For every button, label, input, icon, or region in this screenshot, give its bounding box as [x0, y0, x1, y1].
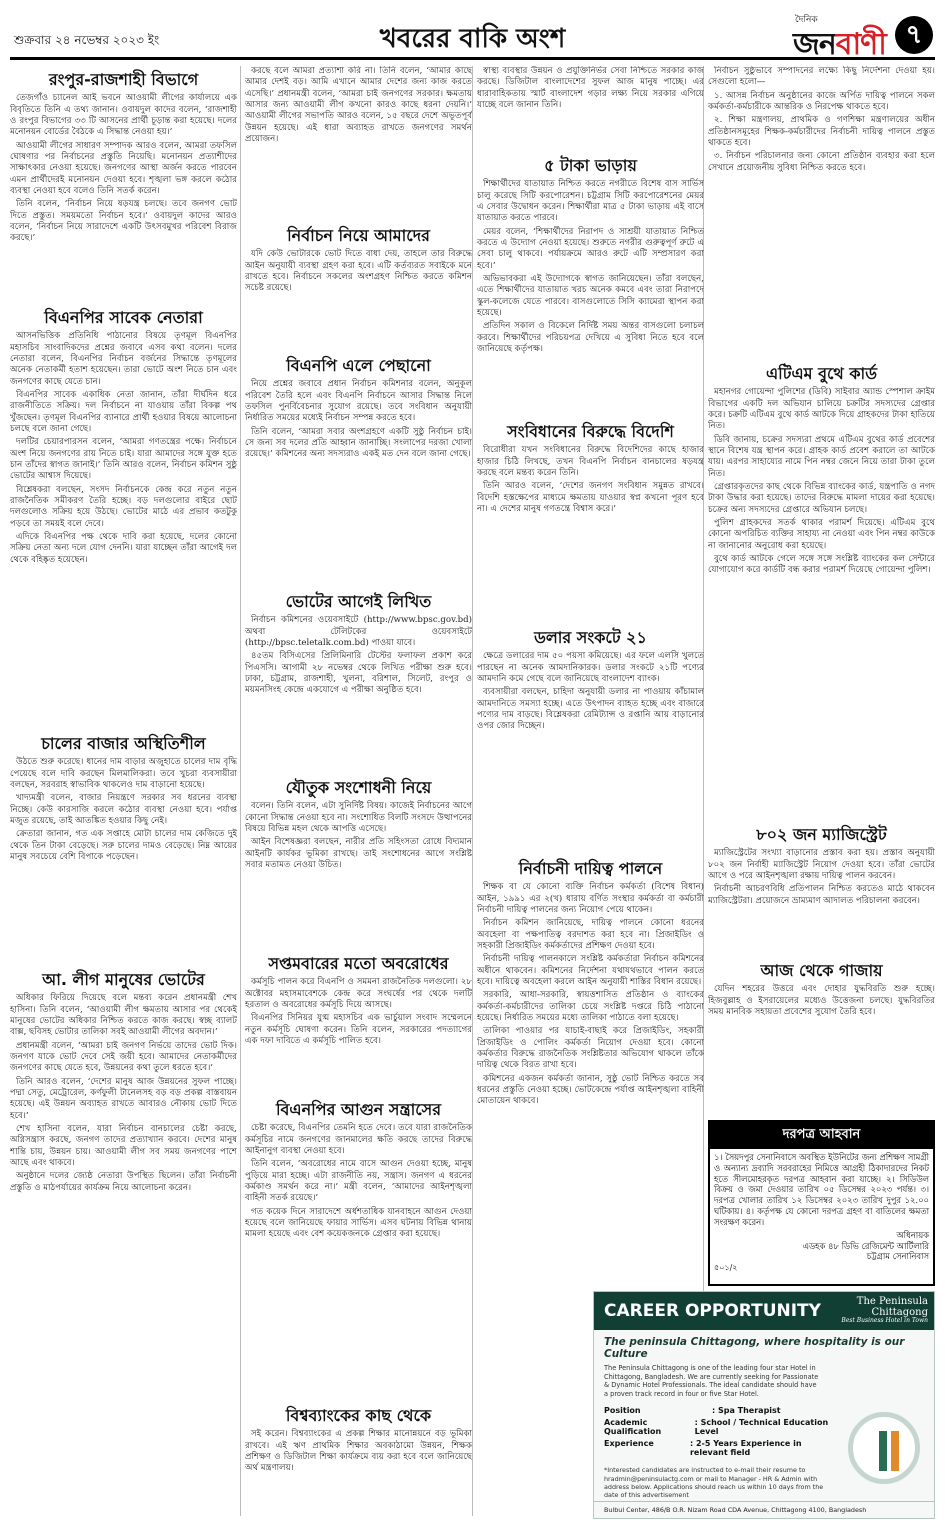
article-headline[interactable]: চালের বাজার অস্থিতিশীল [41, 734, 206, 753]
article-headline[interactable]: নির্বাচনী দায়িত্ব পালনে [518, 859, 663, 878]
article-bnp-delay [245, 352, 472, 582]
article-dollar-crisis [477, 624, 704, 849]
career-banner [594, 1292, 934, 1330]
article-headline[interactable]: বিএনপি এলে পেছানো [286, 356, 431, 375]
career-title: CAREER OPPORTUNITY [604, 1301, 821, 1321]
article-body: বিরোধীরা যখন সংবিধানের বিরুদ্ধে বিদেশিদের কাছে হাজার হাজার চিঠি লিখছে, তখন বিএনপি নির্বাচন বানচালের ষড়যন্ত্র করছে বলে মন্তব্য করেন তিনি। তিনি আরও বলেন, ‘দেশের জনগণ সংবিধান সমুন্নত রাখবে। বিদেশি হস্তক্ষেপের মাধ্যমে ক্ষমতায় যাওয়ার স্বপ্ন কখনো পূরণ হবে না। এ দেশের মানুষ গণতন্ত্রে বিশ্বাস করে।’ [477, 445, 704, 514]
section-title: খবরের বাকি অংশ [379, 24, 566, 54]
article-written-exam [245, 588, 472, 768]
article-headline[interactable]: ভোটের আগেই লিখিত [285, 592, 432, 611]
logo-wordmark: জনবাণী [793, 27, 886, 62]
career-row: Position : Spa Therapist [604, 1406, 781, 1416]
column-divider [240, 66, 241, 1516]
article-headline[interactable]: ডলার সংকটে ২১ [534, 628, 647, 647]
article-world-bank [245, 1402, 472, 1516]
issue-date: শুক্রবার ২৪ নভেম্বর ২০২৩ ইং [14, 33, 160, 47]
article-body: তেজগাঁও চ্যানেল আই ভবনে আওয়ামী লীগের কার্যালয়ে এক বিবৃতিতে তিনি এ তথ্য জানান। ওবায়দুল কাদের বলেন, ‘রাজশাহী ও রংপুর বিভাগের ৩৩ টি আসনের প্রার্থী চূড়ান্ত করা হয়েছে। দলের মনোনয়ন বোর্ডের বৈঠকে এ সিদ্ধান্ত নেওয়া হয়।’ আওয়ামী লীগের সাধারণ সম্পাদক আরও বলেন, আমরা তফসিল ঘোষণার পর নির্বাচনের প্রস্তুতি নিয়েছি। মনোনয়ন প্রত্যাশীদের সাক্ষাৎকার নেওয়া হয়েছে। জনগণের আস্থা অর্জন করতে পারবেন এমন প্রার্থীদেরই মনোনয়ন দেওয়া হবে। শৃঙ্খলা ভঙ্গ করলে কঠোর ব্যবস্থা নেওয়া হবে বলেও তিনি সতর্ক করেন। তিনি বলেন, ‘নির্বাচন নিয়ে ষড়যন্ত্র চলছে। তবে জনগণ ভোট দিতে প্রস্তুত। সময়মতো নির্বাচন হবে।’ ওবায়দুল কাদের আরও বলেন, ‘নির্বাচন নিয়ে সারাদেশে একটি উৎসবমুখর পরিবেশ বিরাজ করছে।’ [10, 93, 237, 244]
article-body: স্বাস্থ্য ব্যবস্থার উন্নয়ন ও প্রযুক্তিনির্ভর সেবা নিশ্চিতে সরকার কাজ করছে। ডিজিটাল বাংলাদেশের সুফল আজ মানুষ পাচ্ছে। এর ধারাবাহিকতায় স্মার্ট বাংলাদেশ গড়ার লক্ষ্য নিয়ে সরকার এগিয়ে যাচ্ছে বলে জানান তিনি। [477, 66, 704, 111]
career-advertisement[interactable] [593, 1291, 935, 1519]
article-magistrates [708, 821, 935, 951]
career-intro: The Peninsula Chittagong is one of the leading four star Hotel in Chittagong, Bangladesh. We are currently seeking for Passionate & Dynamic Hotel Professionals. The ideal candidate should have a proven track record in four or five Star Hotel. [604, 1364, 819, 1398]
article-body: অধিকার ফিরিয়ে দিয়েছে বলে মন্তব্য করেন প্রধানমন্ত্রী শেখ হাসিনা। তিনি বলেন, ‘আওয়ামী লীগ ক্ষমতায় আসার পর থেকেই মানুষের ভোটের অধিকার নিশ্চিত করতে কাজ করছে। স্বচ্ছ ব্যালট বাক্স, ছবিসহ ভোটার তালিকা সবই আওয়ামী লীগের অবদান।’ প্রধানমন্ত্রী বলেন, ‘আমরা চাই জনগণ নির্ভয়ে তাদের ভোট দিক। জনগণ যাকে ভোট দেবে সেই জয়ী হবে। আমাদের নেতাকর্মীদের জনগণের কাছে যেতে হবে, উন্নয়নের কথা তুলে ধরতে হবে।’ তিনি আরও বলেন, ‘দেশের মানুষ আজ উন্নয়নের সুফল পাচ্ছে। পদ্মা সেতু, মেট্রোরেল, কর্ণফুলী টানেলসহ বড় বড় প্রকল্প বাস্তবায়ন হয়েছে। এই উন্নয়ন অব্যাহত রাখতে আবারও নৌকায় ভোট দিতে হবে।’ শেখ হাসিনা বলেন, যারা নির্বাচন বানচালের চেষ্টা করছে, অগ্নিসন্ত্রাস করছে, জনগণ তাদের প্রত্যাখ্যান করবে। দেশের মানুষ শান্তি চায়, উন্নয়ন চায়। আওয়ামী লীগ সব সময় জনগণের পাশে আছে এবং থাকবে। অনুষ্ঠানে দলের জ্যেষ্ঠ নেতারা উপস্থিত ছিলেন। তাঁরা নির্বাচনী প্রস্তুতি ও মাঠপর্যায়ের কার্যক্রম নিয়ে আলোচনা করেন। [10, 993, 237, 1193]
article-rangpur-rajshahi [10, 66, 237, 298]
article-headline[interactable]: আজ থেকে গাজায় [760, 961, 883, 980]
logo-prefix: দৈনিক [795, 15, 818, 25]
article-rice-market [10, 730, 237, 960]
article-body: করছে বলে আমরা প্রত্যাশা করি না। তিনি বলেন, ‘আমার কাছে আমার দেশই বড়। আমি এখানে আমার দেশের জন্য কাজ করতে এসেছি।’ প্রধানমন্ত্রী বলেন, ‘আমরা চাই জনগণের সরকার। ক্ষমতায় আসার জন্য আওয়ামী লীগ কখনো কারও কাছে ধরনা দেয়নি।’ আওয়ামী লীগের সভাপতি আরও বলেন, ১৫ বছরে দেশে অভূতপূর্ব উন্নয়ন হয়েছে। এই ধারা অব্যাহত রাখতে জনগণের সমর্থন প্রয়োজন। [245, 66, 472, 145]
article-body: শিক্ষার্থীদের যাতায়াত নিশ্চিত করতে নগরীতে বিশেষ বাস সার্ভিস চালু করেছে সিটি করপোরেশন। চট্টগ্রাম সিটি করপোরেশনের মেয়র এ সেবার উদ্বোধন করেন। শিক্ষার্থীরা মাত্র ৫ টাকা ভাড়ায় এই বাসে যাতায়াত করতে পারবে। মেয়র বলেন, ‘শিক্ষার্থীদের নিরাপদ ও সাশ্রয়ী যাতায়াত নিশ্চিত করতে এ উদ্যোগ নেওয়া হয়েছে। শুরুতে নগরীর গুরুত্বপূর্ণ রুটে এ সেবা চালু থাকবে। পর্যায়ক্রমে আরও রুটে এটি সম্প্রসারণ করা হবে।’ অভিভাবকরা এই উদ্যোগকে স্বাগত জানিয়েছেন। তাঁরা বলছেন, এতে শিক্ষার্থীদের যাতায়াত খরচ অনেক কমবে এবং তারা নিরাপদে স্কুল-কলেজে যেতে পারবে। বাসগুলোতে সিসি ক্যামেরা স্থাপন করা হয়েছে। প্রতিদিন সকাল ও বিকেলে নির্দিষ্ট সময় অন্তর বাসগুলো চলাচল করবে। শিক্ষার্থীদের পরিচয়পত্র দেখিয়ে এ সুবিধা নিতে হবে বলে জানিয়েছে কর্তৃপক্ষ। [477, 179, 704, 354]
hotel-logo-icon [848, 1412, 920, 1484]
article-headline[interactable]: ৮০২ জন ম্যাজিস্ট্রেট [756, 825, 887, 844]
article-body: সই করেন। বিশ্বব্যাংকের এ প্রকল্প শিক্ষার মানোন্নয়নে বড় ভূমিকা রাখবে। এই ঋণ প্রাথমিক শিক্ষার অবকাঠামো উন্নয়ন, শিক্ষক প্রশিক্ষণ ও ডিজিটাল শিক্ষা কার্যক্রমে ব্যয় করা হবে বলে জানিয়েছে অর্থ মন্ত্রণালয়। [245, 1429, 472, 1474]
article-atm-booth-card [708, 360, 935, 815]
column-divider [472, 66, 473, 1516]
article-headline[interactable]: রংপুর-রাজশাহী বিভাগে [48, 70, 199, 89]
article-continuation [708, 66, 935, 354]
article-body: যেদিন শহরের উত্তরে এবং দোহার যুদ্ধবিরতি শুরু হচ্ছে। হিজবুল্লাহ ও ইসরায়েলের মধ্যেও উত্তেজনা চলছে। যুদ্ধবিরতির সময় মানবিক সহায়তা প্রবেশের সুযোগ তৈরি হবে। [708, 984, 935, 1017]
article-body: ক্ষেত্রে ডলারের দাম ৫০ পয়সা কমিয়েছে। এর ফলে এলসি খুলতে পারছেন না অনেক আমদানিকারক। ডলার সংকটে ২১টি পণ্যের আমদানি কমে গেছে বলে জানিয়েছে বাংলাদেশ ব্যাংক। ব্যবসায়ীরা বলছেন, চাহিদা অনুযায়ী ডলার না পাওয়ায় কাঁচামাল আমদানিতে সমস্যা হচ্ছে। এতে উৎপাদন ব্যাহত হচ্ছে এবং বাজারে পণ্যের দাম বাড়ছে। বিশ্লেষকরা রেমিট্যান্স ও রপ্তানি আয় বাড়ানোর ওপর জোর দিচ্ছেন। [477, 651, 704, 732]
page-number-badge: ৭ [895, 16, 933, 54]
career-address: Bulbul Center, 486/B O.R. Nizam Road CDA Avenue, Chittagong 4100, Bangladesh [594, 1501, 934, 1518]
tender-signature: অধিনায়ক এডহক ৪৮ ডিভি রেজিমেন্ট আর্টিলারি চট্টগ্রাম সেনানিবাস [802, 1230, 929, 1262]
column-2 [245, 66, 472, 1516]
article-election-ec [245, 222, 472, 346]
article-headline[interactable]: বিশ্বব্যাংকের কাছ থেকে [285, 1406, 432, 1425]
article-constitution-foreign [477, 418, 704, 618]
article-body: বলেন। তিনি বলেন, এটা সুনির্দিষ্ট বিষয়। কাজেই নির্বাচনের আগে কোনো সিদ্ধান্ত নেওয়া হবে না। সংশোধিত বিলটি সংসদে উত্থাপনের বিষয়ে বিভিন্ন মহল থেকে আপত্তি এসেছে। আইন বিশেষজ্ঞরা বলছেন, নারীর প্রতি সহিংসতা রোধে বিদ্যমান আইনটি কার্যকর ভূমিকা রাখছে। তাই সংশোধনের আগে সংশ্লিষ্ট সবার মতামত নেওয়া উচিত। [245, 801, 472, 870]
article-continuation [245, 66, 472, 216]
article-body: উঠতে শুরু করেছে। ধানের দাম বাড়ার অজুহাতে চালের দাম বৃদ্ধি পেয়েছে বলে দাবি করছেন মিলমালিকরা। তবে খুচরা ব্যবসায়ীরা বলছেন, সরবরাহ স্বাভাবিক থাকলেও দাম বাড়ানো হয়েছে। খাদ্যমন্ত্রী বলেন, বাজার নিয়ন্ত্রণে সরকার সব ধরনের ব্যবস্থা নিচ্ছে। কেউ কারসাজি করলে কঠোর ব্যবস্থা নেওয়া হবে। পর্যাপ্ত মজুত রয়েছে, তাই আতঙ্কিত হওয়ার কিছু নেই। ক্রেতারা জানান, গত এক সপ্তাহে মোটা চালের দাম কেজিতে দুই থেকে তিন টাকা বেড়েছে। সরু চালের দামও বেড়েছে। নিম্ন আয়ের মানুষ সবচেয়ে বেশি বিপাকে পড়েছেন। [10, 757, 237, 862]
article-headline[interactable]: ৫ টাকা ভাড়ায় [544, 156, 637, 175]
career-row: Experience : 2-5 Years Experience in relevant field [604, 1439, 802, 1458]
tender-notice [708, 1120, 935, 1286]
tender-body: ১। সৈয়দপুর সেনানিবাসে অবস্থিত ইউনিটের জন্য প্রশিক্ষণ সামগ্রী ও অন্যান্য দ্রব্যাদি সরবরাহের নিমিত্তে আগ্রহী ঠিকাদারদের নিকট হতে সীলমোহরকৃত দরপত্র আহবান করা যাচ্ছে। ২। সিডিউল বিক্রয় ও জমা দেওয়ার তারিখ ০৫ ডিসেম্বর ২০২৩ পর্যন্ত। ৩। দরপত্র খোলার তারিখ ১২ ডিসেম্বর ২০২৩ তারিখ দুপুর ১২.০০ ঘটিকায়। ৪। কর্তৃপক্ষ যে কোনো দরপত্র গ্রহণ বা বাতিলের ক্ষমতা সংরক্ষণ করেন। [714, 1152, 929, 1227]
tender-title: দরপত্র আহবান [710, 1122, 933, 1149]
article-awami-league-vote [10, 966, 237, 1506]
article-headline[interactable]: সংবিধানের বিরুদ্ধে বিদেশি [507, 422, 674, 441]
tender-reference: ৫০১/২ [714, 1262, 738, 1272]
article-body: নির্বাচন সুষ্ঠুভাবে সম্পাদনের লক্ষ্যে কিছু নির্দেশনা দেওয়া হয়। সেগুলো হলো— ১. আসন্ন নির্বাচন অনুষ্ঠানের কাজে অর্পিত দায়িত্ব পালনে সকল কর্মকর্তা-কর্মচারীকে আন্তরিক ও নিরপেক্ষ থাকতে হবে। ২. শিক্ষা মন্ত্রণালয়, প্রাথমিক ও গণশিক্ষা মন্ত্রণালয়ের অধীন প্রতিষ্ঠানসমূহের শিক্ষক-কর্মচারীদের নির্বাচনী দায়িত্ব পালনে প্রস্তুত থাকতে হবে। ৩. নির্বাচন পরিচালনার জন্য কোনো প্রতিষ্ঠান ব্যবহার করা হলে সেখানে প্রয়োজনীয় সুবিধা নিশ্চিত করতে হবে। [708, 66, 935, 173]
column-4 [708, 66, 935, 1116]
article-continuation [477, 66, 704, 146]
article-headline[interactable]: নির্বাচন নিয়ে আমাদের [287, 226, 430, 245]
article-headline[interactable]: বিএনপির সাবেক নেতারা [44, 308, 203, 327]
article-body: মহানগর গোয়েন্দা পুলিশের (ডিবি) সাইবার অ্যান্ড স্পেশাল ক্রাইম বিভাগের একটি দল অভিযান চালিয়ে চক্রটির সদস্যদের গ্রেপ্তার করে। চক্রটি এটিএম বুথে কার্ড আটকে দিয়ে গ্রাহকদের টাকা হাতিয়ে নিত। ডিবি জানায়, চক্রের সদস্যরা প্রথমে এটিএম বুথের কার্ড প্রবেশের স্থানে বিশেষ যন্ত্র স্থাপন করে। গ্রাহক কার্ড প্রবেশ করালে তা আটকে যায়। এরপর সাহায্যের নামে পিন নম্বর জেনে নিয়ে তারা টাকা তুলে নিত। গ্রেপ্তারকৃতদের কাছ থেকে বিভিন্ন ব্যাংকের কার্ড, যন্ত্রপাতি ও নগদ টাকা উদ্ধার করা হয়েছে। তাদের বিরুদ্ধে মামলা দায়ের করা হয়েছে। চক্রের অন্য সদস্যদের গ্রেপ্তারে অভিযান চলছে। পুলিশ গ্রাহকদের সতর্ক থাকার পরামর্শ দিয়েছে। এটিএম বুথে কোনো অপরিচিত ব্যক্তির সাহায্য না নেওয়া এবং পিন নম্বর কাউকে না জানানোর অনুরোধ করা হয়েছে। বুথে কার্ড আটকে গেলে সঙ্গে সঙ্গে সংশ্লিষ্ট ব্যাংকের কল সেন্টারে যোগাযোগ করে কার্ডটি বন্ধ করার পরামর্শ দিয়েছে গোয়েন্দা পুলিশ। [708, 387, 935, 576]
career-details [594, 1400, 839, 1457]
article-dowry-amendment [245, 774, 472, 944]
column-1 [10, 66, 237, 1516]
newspaper-logo[interactable] [793, 12, 886, 62]
article-body: নিয়ে প্রশ্নের জবাবে প্রধান নির্বাচন কমিশনার বলেন, অনুকূল পরিবেশ তৈরি হলে এবং বিএনপি নির্বাচনে আসার সিদ্ধান্ত নিলে তফসিল পুনর্বিবেচনার সুযোগ রয়েছে। তবে সংবিধান অনুযায়ী নির্ধারিত সময়ের মধ্যেই নির্বাচন সম্পন্ন করতে হবে। তিনি বলেন, ‘আমরা সবার অংশগ্রহণে একটি সুষ্ঠু নির্বাচন চাই। সে জন্য সব দলের প্রতি আহ্বান জানাচ্ছি। সংলাপের দরজা খোলা রয়েছে।’ কমিশনের অন্য সদস্যরাও একই মত দেন বলে জানা গেছে। [245, 379, 472, 460]
article-five-taka-fare [477, 152, 704, 412]
article-body: যদি কেউ ভোটারকে ভোট দিতে বাধা দেয়, তাহলে তার বিরুদ্ধে আইন অনুযায়ী ব্যবস্থা গ্রহণ করা হবে। এটি কর্তব্যরত সবাইকে মনে রাখতে হবে। নির্বাচনে সকলের অংশগ্রহণ নিশ্চিত করতে কমিশন সচেষ্ট রয়েছে। [245, 249, 472, 294]
article-gaza-ceasefire [708, 957, 935, 1049]
article-arson-terror [245, 1096, 472, 1396]
article-headline[interactable]: সপ্তমবারের মতো অবরোধের [268, 954, 449, 973]
article-body: চেষ্টা করেছে, বিএনপির তেমনি হতে দেবে। তবে যারা রাজনৈতিক কর্মসূচির নামে জনগণের জানমালের ক্ষতি করছে তাদের বিরুদ্ধে আইনানুগ ব্যবস্থা নেওয়া হবে। তিনি বলেন, ‘অবরোধের নামে বাসে আগুন দেওয়া হচ্ছে, মানুষ পুড়িয়ে মারা হচ্ছে। এটা রাজনীতি নয়, সন্ত্রাস। জনগণ এ ধরনের কর্মকাণ্ড সমর্থন করে না।’ মন্ত্রী বলেন, ‘আমাদের আইনশৃঙ্খলা বাহিনী সতর্ক রয়েছে।’ গত কয়েক দিনে সারাদেশে অর্ধশতাধিক যানবাহনে আগুন দেওয়া হয়েছে বলে জানিয়েছে ফায়ার সার্ভিস। এসব ঘটনায় বিভিন্ন থানায় মামলা হয়েছে এবং বেশ কয়েকজনকে গ্রেপ্তার করা হয়েছে। [245, 1123, 472, 1240]
article-headline[interactable]: বিএনপির আগুন সন্ত্রাসের [275, 1100, 442, 1119]
article-body: কর্মসূচি পালন করে বিএনপি ও সমমনা রাজনৈতিক দলগুলো। ২৮ অক্টোবর মহাসমাবেশকে কেন্দ্র করে সংঘর্ষের পর থেকে দলটি হরতাল ও অবরোধের কর্মসূচি দিয়ে আসছে। বিএনপির সিনিয়র যুগ্ম মহাসচিব এক ভার্চুয়াল সংবাদ সম্মেলনে নতুন কর্মসূচি ঘোষণা করেন। তিনি বলেন, সরকারের পদত্যাগের এক দফা দাবিতে এ কর্মসূচি পালিত হবে। [245, 977, 472, 1046]
career-apply-note: *Interested candidates are instructed to e-mail their resume to hradmin@peninsulactg.com or mail to Manager - HR & Admin with address below. Applications should reach us within 10 days from the date of this advertisement [604, 1466, 824, 1500]
article-headline[interactable]: আ. লীগ মানুষের ভোটের [42, 970, 205, 989]
article-body: ম্যাজিস্ট্রেটের সংখ্যা বাড়ানোর প্রস্তাব করা হয়। প্রস্তাব অনুযায়ী ৮০২ জন নির্বাহী ম্যাজিস্ট্রেট নিয়োগ দেওয়া হবে। তাঁরা ভোটের আগে ও পরে আইনশৃঙ্খলা রক্ষায় দায়িত্ব পালন করবেন। নির্বাচনী আচরণবিধি প্রতিপালন নিশ্চিত করতেও মাঠে থাকবেন ম্যাজিস্ট্রেটরা। প্রয়োজনে ভ্রাম্যমাণ আদালত পরিচালনা করবেন। [708, 848, 935, 906]
career-row: Academic Qualification : School / Technical Education Level [604, 1418, 829, 1437]
article-body: আসনভিত্তিক প্রতিনিধি পাঠানোর বিষয়ে তৃণমূল বিএনপির মহাসচিব সাংবাদিকদের প্রশ্নের জবাবে এসব কথা বলেন। দলের নেতারা বলেন, বিএনপির নির্বাচন বর্জনের সিদ্ধান্তে তৃণমূলের অনেক নেতাকর্মী হতাশ হয়েছেন। তারা ভোটে অংশ নিতে চান এবং জনগণের কাছে যেতে চান। বিএনপির সাবেক একাধিক নেতা জানান, তাঁরা দীর্ঘদিন ধরে রাজনীতিতে সক্রিয়। দল নির্বাচনে না যাওয়ায় তাঁরা বিকল্প পথ খুঁজছেন। তৃণমূল বিএনপির ব্যানারে প্রার্থী হওয়ার বিষয়ে আলোচনা চলছে বলে জানা গেছে। দলটির চেয়ারপারসন বলেন, ‘আমরা গণতন্ত্রের পক্ষে। নির্বাচনে অংশ নিয়ে জনগণের রায় নিতে চাই। যারা আমাদের সঙ্গে যুক্ত হতে চান তাঁদের স্বাগত জানাই।’ তিনি আরও বলেন, নির্বাচন কমিশন সুষ্ঠু ভোটের আশ্বাস দিয়েছে। বিশ্লেষকরা বলছেন, সংসদ নির্বাচনকে কেন্দ্র করে নতুন নতুন রাজনৈতিক সমীকরণ তৈরি হচ্ছে। বড় দলগুলোর বাইরে ছোট দলগুলোও সক্রিয় হয়ে উঠছে। ভোটের মাঠে এর প্রভাব কতটুকু পড়বে তা সময়ই বলে দেবে। এদিকে বিএনপির পক্ষ থেকে দাবি করা হয়েছে, দলের কোনো সক্রিয় নেতা অন্য দলে যোগ দেননি। যারা যাচ্ছেন তাঁরা আগেই দল থেকে বহিষ্কৃত হয়েছেন। [10, 331, 237, 565]
article-body: নির্বাচন কমিশনের ওয়েবসাইটে (http://www.bpsc.gov.bd) অথবা টেলিটকের ওয়েবসাইটে (http://bpsc.teletalk.com.bd) পাওয়া যাবে। ৪৫তম বিসিএসের প্রিলিমিনারি টেস্টের ফলাফল প্রকাশ করে পিএসসি। আগামী ২৮ নভেম্বর থেকে লিখিত পরীক্ষা শুরু হবে। ঢাকা, চট্টগ্রাম, রাজশাহী, খুলনা, বরিশাল, সিলেট, রংপুর ও ময়মনসিংহ কেন্দ্রে একযোগে এ পরীক্ষা অনুষ্ঠিত হবে। [245, 615, 472, 696]
hotel-brand: The Peninsula Chittagong Best Business Hotel in Town [841, 1296, 928, 1324]
article-headline[interactable]: এটিএম বুথে কার্ড [766, 364, 877, 383]
article-seventh-blockade [245, 950, 472, 1090]
masthead [10, 10, 935, 60]
career-tagline: The peninsula Chittagong, where hospitality is our Culture [604, 1336, 905, 1360]
article-bnp-former-leaders [10, 304, 237, 724]
article-body: শিক্ষক বা যে কোনো ব্যক্তি নির্বাচন কর্মকর্তা (বিশেষ বিধান) আইন, ১৯৯১ এর ২(খ) ধারায় বর্ণিত সংস্থার কর্মকর্তা বা কর্মচারী নির্বাচনী দায়িত্ব পালনের জন্য নিয়োগ পেয়ে থাকেন। নির্বাচন কমিশন জানিয়েছে, দায়িত্ব পালনে কোনো ধরনের অবহেলা বা পক্ষপাতিত্ব বরদাশত করা হবে না। প্রিজাইডিং ও সহকারী প্রিজাইডিং কর্মকর্তাদের প্রশিক্ষণ দেওয়া হবে। নির্বাচনী দায়িত্ব পালনকালে সংশ্লিষ্ট কর্মকর্তারা নির্বাচন কমিশনের অধীনে থাকবেন। কমিশনের নির্দেশনা যথাযথভাবে পালন করতে হবে। দায়িত্বে অবহেলা করলে আইন অনুযায়ী শাস্তির বিধান রয়েছে। সরকারি, আধা-সরকারি, স্বায়ত্তশাসিত প্রতিষ্ঠান ও ব্যাংকের কর্মকর্তা-কর্মচারীদের তালিকা চেয়ে সংশ্লিষ্ট দপ্তরে চিঠি পাঠানো হয়েছে। নির্ধারিত সময়ের মধ্যে তালিকা পাঠাতে বলা হয়েছে। তালিকা পাওয়ার পর যাচাই-বাছাই করে প্রিজাইডিং, সহকারী প্রিজাইডিং ও পোলিং কর্মকর্তা নিয়োগ দেওয়া হবে। কোনো কর্মকর্তার বিরুদ্ধে রাজনৈতিক সংশ্লিষ্টতার অভিযোগ থাকলে তাঁকে দায়িত্ব থেকে বিরত রাখা হবে। কমিশনের একজন কর্মকর্তা জানান, সুষ্ঠু ভোট নিশ্চিত করতে সব ধরনের প্রস্তুতি নেওয়া হচ্ছে। ভোটকেন্দ্রে পর্যাপ্ত আইনশৃঙ্খলা বাহিনী মোতায়েন থাকবে। [477, 882, 704, 1107]
article-headline[interactable]: যৌতুক সংশোধনী নিয়ে [285, 778, 432, 797]
